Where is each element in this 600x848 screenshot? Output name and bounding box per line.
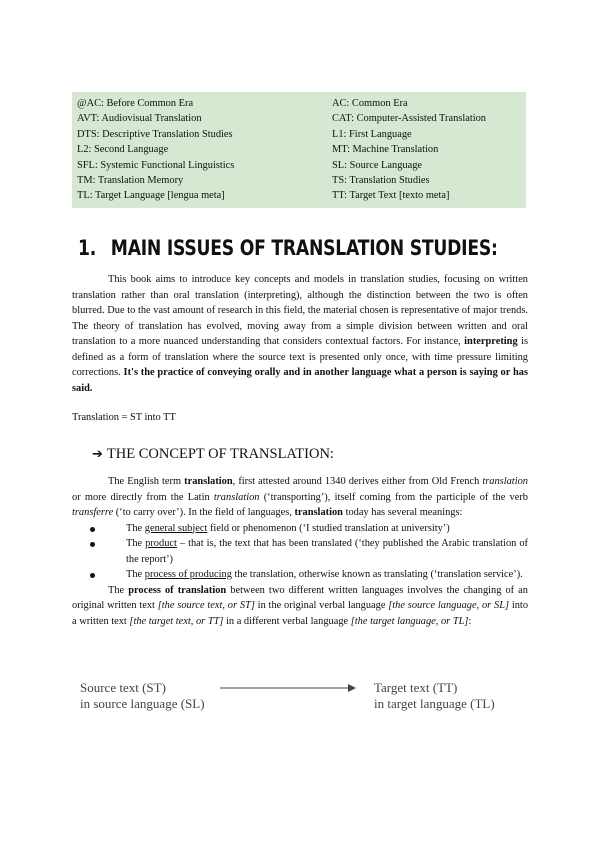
- text: into a written text: [72, 600, 529, 627]
- abbr-term: TS: Translation Studies: [332, 175, 430, 187]
- intro-text: is defined as a form of translation where the source text is presented only once, with time pressure limiting corrections.: [72, 336, 528, 378]
- target-language-label: in target language (TL): [374, 696, 495, 711]
- intro-paragraph: [72, 272, 528, 396]
- list-item: [126, 521, 528, 537]
- text: the translation, otherwise known as translating (‘translation service’).: [231, 569, 523, 580]
- list-item: [126, 536, 528, 567]
- text: between two different written languages involves the changing of an original written text: [72, 584, 528, 611]
- abbr-term: SL: Source Language: [332, 159, 423, 171]
- abbr-term: TL: Target Language [lengua meta]: [77, 190, 225, 202]
- section-heading: [78, 236, 498, 260]
- concept-section: [72, 474, 528, 629]
- text: (‘transporting’), itself coming from the participle of the verb: [259, 491, 528, 503]
- intro-bold-term: interpreting: [464, 336, 518, 347]
- abbr-term: @AC: Before Common Era: [77, 98, 194, 109]
- abbr-row: [77, 188, 521, 203]
- target-text-label: Target text (TT): [374, 680, 458, 695]
- text: – that is, the text that has been translated (‘they published the Arabic translation of the report’): [126, 538, 528, 565]
- abbr-term: AC: Common Era: [332, 98, 408, 109]
- section-title: MAIN ISSUES OF TRANSLATION STUDIES:: [110, 236, 498, 260]
- list-item: [126, 567, 528, 583]
- abbr-term: TM: Translation Memory: [77, 175, 184, 187]
- source-text-label: Source text (ST): [80, 680, 166, 695]
- bold-term: translation: [294, 507, 343, 518]
- arrow-right-icon: [220, 682, 356, 694]
- underlined-term: process of producing: [144, 569, 232, 580]
- text: or more directly from the Latin: [72, 491, 214, 503]
- italic-term: transferre: [72, 507, 114, 518]
- italic-term: [the source language, or SL]: [388, 600, 510, 611]
- text: The: [108, 584, 129, 596]
- abbr-term: DTS: Descriptive Translation Studies: [77, 128, 233, 140]
- underlined-term: general subject: [144, 522, 208, 534]
- text: in the original verbal language: [254, 600, 389, 611]
- underlined-term: product: [145, 538, 177, 549]
- bold-term: translation: [184, 476, 233, 487]
- abbr-row: [77, 96, 521, 111]
- concept-paragraph-2: [72, 583, 528, 630]
- text: in a different verbal language: [223, 615, 351, 627]
- formula: Translation = ST into TT: [72, 412, 176, 423]
- text: The English term: [108, 476, 185, 487]
- concept-paragraph-1: [72, 474, 528, 521]
- bold-term: process of translation: [128, 584, 227, 596]
- section-number: 1.: [78, 236, 97, 260]
- abbr-term: CAT: Computer-Assisted Translation: [332, 113, 486, 125]
- text: The: [126, 569, 145, 580]
- intro-text: This book aims to introduce key concepts and models in translation studies, focusing on written translation rather than oral translation (interpreting), although the distinction between the two is often blurred. Due to the vast amount of research in this field, the material chosen is representative of major trends. The theory of translation has evolved, moving away from a simple division between written and oral translation to a more nuanced understanding that considers contextual factors. For instance,: [72, 274, 528, 347]
- abbreviations-table: [72, 92, 526, 208]
- meanings-list: [72, 521, 528, 583]
- abbr-row: [77, 142, 521, 157]
- italic-term: translation: [482, 476, 528, 487]
- source-box: [80, 680, 205, 712]
- abbr-term: TT: Target Text [texto meta]: [332, 190, 450, 202]
- italic-term: [the source text, or ST]: [157, 600, 255, 611]
- abbr-term: L2: Second Language: [77, 144, 169, 156]
- text: The: [126, 538, 146, 549]
- text: today has several meanings:: [342, 507, 463, 518]
- text: (‘to carry over’). In the field of languages,: [113, 507, 295, 518]
- italic-term: [the target text, or TT]: [129, 615, 224, 627]
- abbr-term: L1: First Language: [332, 128, 412, 140]
- source-language-label: in source language (SL): [80, 696, 205, 711]
- abbr-term: SFL: Systemic Functional Linguistics: [77, 159, 235, 171]
- abbr-row: [77, 127, 521, 142]
- abbr-row: [77, 173, 521, 188]
- italic-term: translation: [213, 491, 260, 503]
- abbr-row: [77, 111, 521, 126]
- concept-heading: [92, 446, 334, 463]
- italic-term: [the target language, or TL]: [350, 615, 469, 627]
- target-box: [374, 680, 495, 712]
- translation-diagram: [80, 680, 520, 716]
- abbr-row: [77, 158, 521, 173]
- abbr-term: MT: Machine Translation: [332, 144, 439, 156]
- text: The: [126, 522, 145, 534]
- abbr-term: AVT: Audiovisual Translation: [77, 113, 202, 125]
- concept-heading-text: THE CONCEPT OF TRANSLATION:: [106, 446, 334, 462]
- arrow-icon: ➔: [92, 447, 103, 462]
- intro-bold-definition: It's the practice of conveying orally and in another language what a person is saying or has said.: [72, 367, 528, 394]
- text: , first attested around 1340 derives either from Old French: [232, 476, 483, 487]
- text: field or phenomenon (‘I studied translation at university’): [207, 522, 450, 534]
- text: :: [468, 615, 472, 627]
